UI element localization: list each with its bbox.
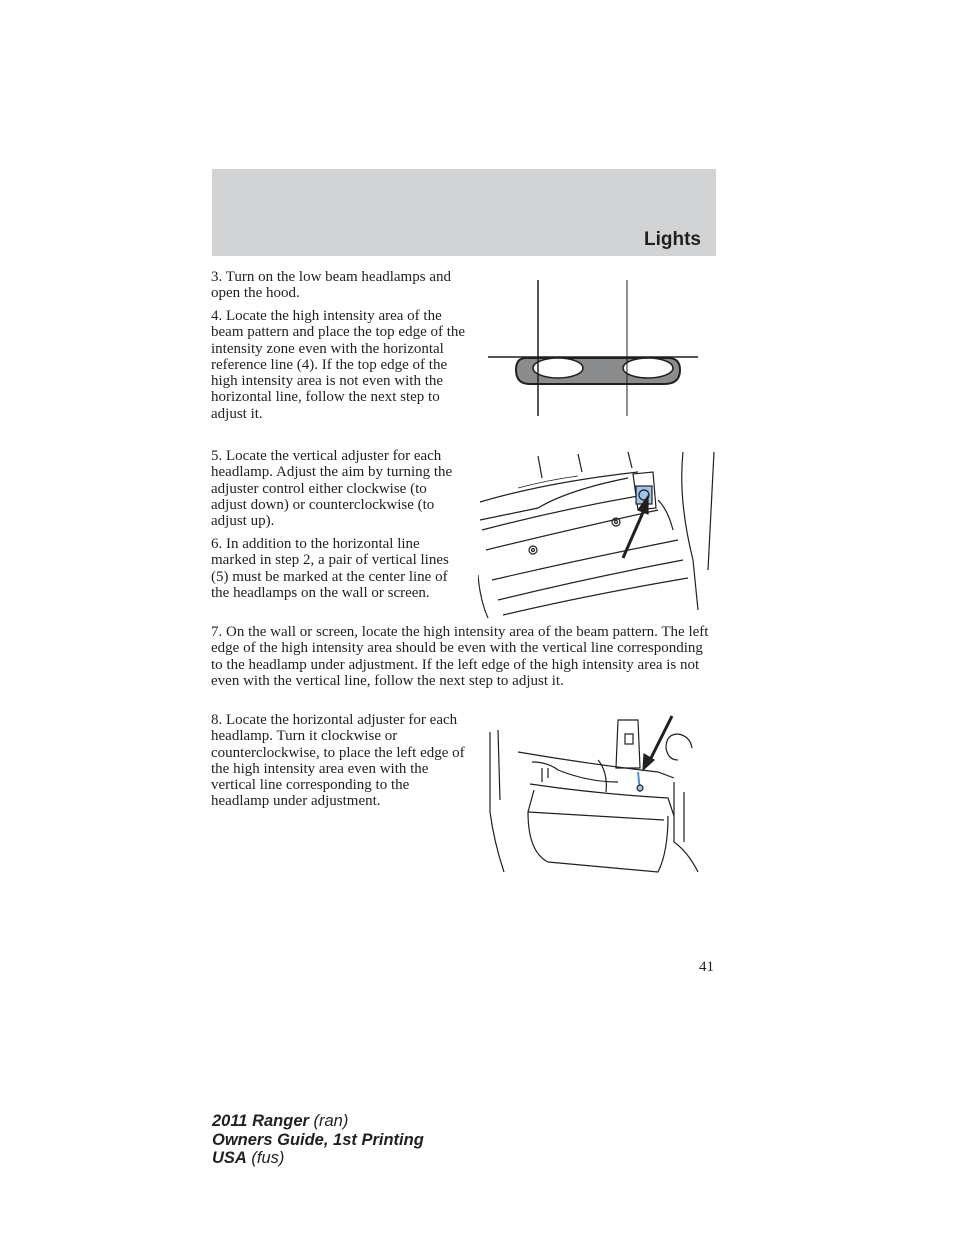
footer-market-code: (fus)	[246, 1149, 285, 1167]
step-6-text: 6. In addition to the horizontal line marked in step 2, a pair of vertical lines (5) must be marked at the center line of the headlamps on the wall or screen.	[211, 536, 449, 601]
step-4-text: 4. Locate the high intensity area of the beam pattern and place the top edge of the intensity zone even with the horizontal reference line (4). If the top edge of the high intensity area is not even with the horizontal line, follow the next step to adjust it.	[211, 308, 466, 422]
vertical-adjuster-illustration	[478, 450, 718, 620]
footer-line-1	[212, 1112, 424, 1131]
footer-market: USA	[212, 1149, 247, 1167]
section-title: Lights	[644, 229, 701, 250]
footer-model: 2011 Ranger	[212, 1112, 309, 1130]
footer-line-2	[212, 1131, 424, 1150]
footer-edition-info	[212, 1112, 424, 1168]
step-7-text: 7. On the wall or screen, locate the high intensity area of the beam pattern. The left edge of the high intensity area should be even with the vertical line corresponding to the headlamp under adjustment. If the left edge of the high intensity area is not even with the vertical line, follow the next step to adjust it.	[211, 624, 709, 689]
horizontal-adjuster-illustration	[488, 712, 700, 880]
beam-pattern-illustration	[486, 278, 702, 418]
footer-model-code: (ran)	[308, 1112, 349, 1130]
page-number: 41	[699, 959, 714, 975]
section-header-band	[212, 169, 716, 256]
step-3-text: 3. Turn on the low beam headlamps and open the hood.	[211, 269, 451, 302]
step-8-text: 8. Locate the horizontal adjuster for each headlamp. Turn it clockwise or counterclockwise, to place the left edge of the high intensity area even with the vertical line corresponding to the headlamp under adjustment.	[211, 712, 465, 810]
footer-printing: Owners Guide, 1st Printing	[212, 1130, 424, 1149]
footer-line-3	[212, 1149, 424, 1168]
step-5-text: 5. Locate the vertical adjuster for each headlamp. Adjust the aim by turning the adjuster control either clockwise (to adjust down) or counterclockwise (to adjust up).	[211, 448, 453, 530]
